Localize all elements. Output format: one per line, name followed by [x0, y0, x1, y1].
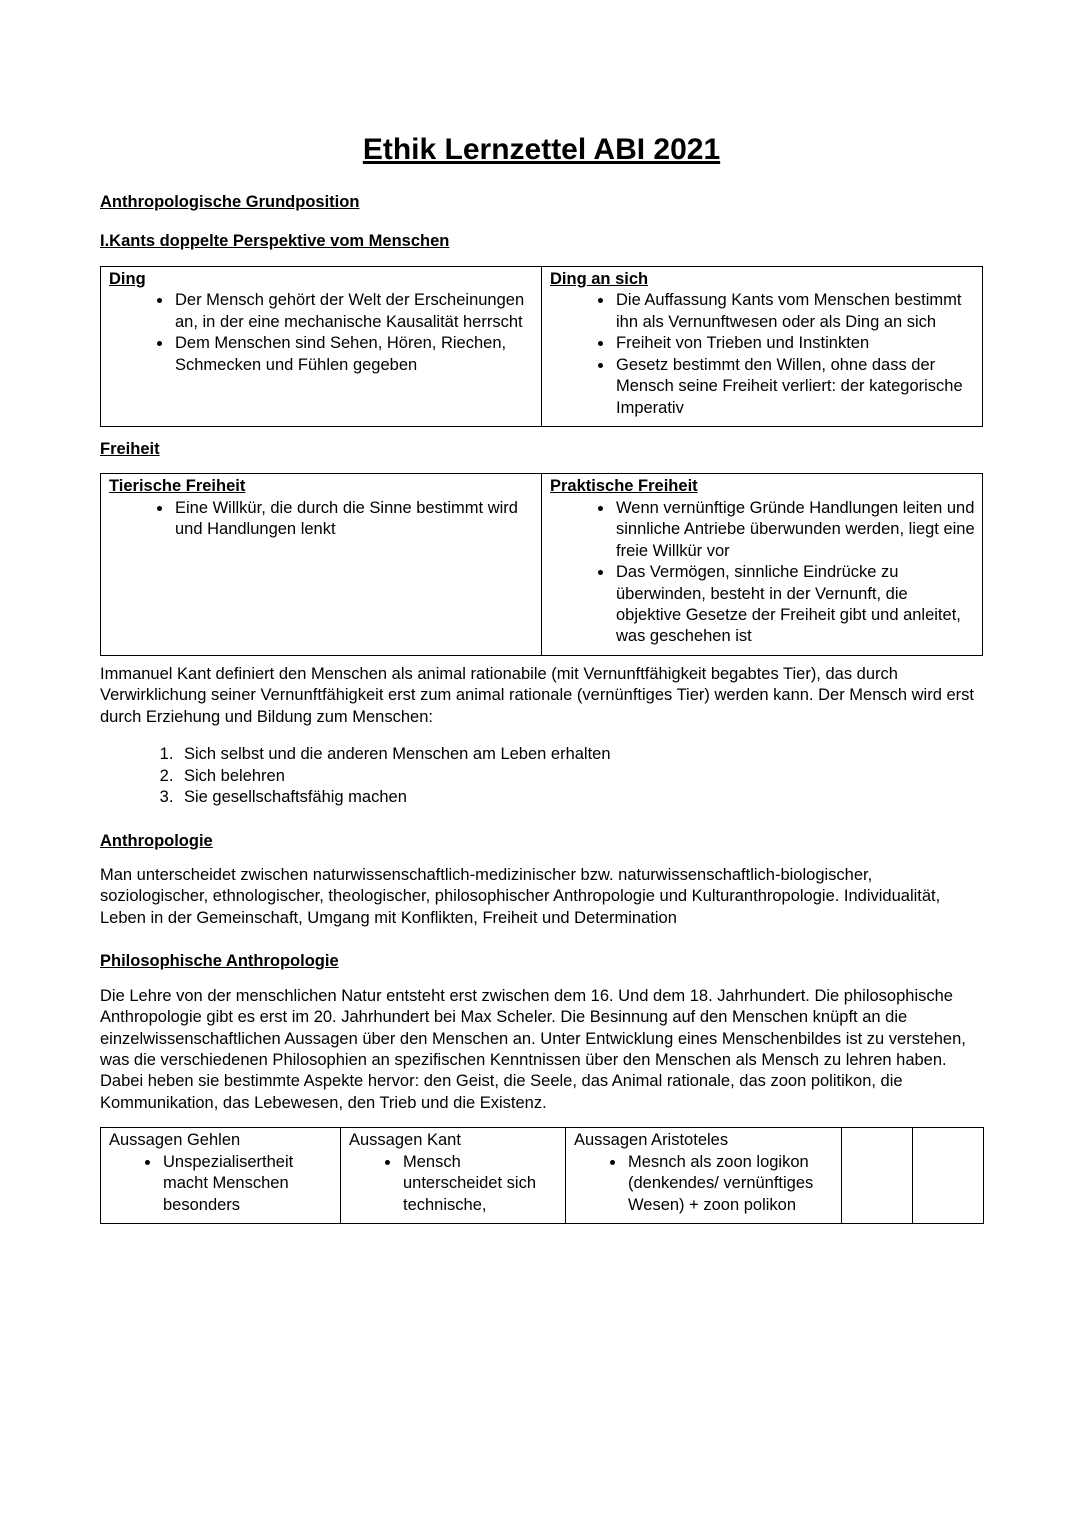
cell-aussagen-aristoteles [566, 1128, 842, 1224]
table-row [101, 474, 983, 656]
gehlen-bullet-list [109, 1152, 333, 1216]
paragraph-philosophische-anthropologie: Die Lehre von der menschlichen Natur entsteht erst zwischen dem 16. Und dem 18. Jahrhundert. Die philosophische Anthropologie gibt es erst im 20. Jahrhundert bei Max Scheler. Die Besinnung auf den Menschen knüpft an die einzelwissenschaftlichen Aussagen über den Menschen an. Unter Entwicklung eines Menschenbildes ist zu verstehen, was die verschiedenen Philosophien an spezifischen Kenntnissen über den Menschen als Mensch zu lehren haben. Dabei heben sie bestimmte Aspekte hervor: den Geist, die Seele, das Animal rationale, das zoon politikon, die Kommunikation, das Lebewesen, den Trieb und die Existenz. [100, 986, 966, 1112]
numbered-list-item: 3. Sie gesellschaftsfähig machen [178, 787, 983, 808]
numbered-list-item: 1. Sich selbst und die anderen Menschen am Leben erhalten [178, 744, 983, 765]
list-item: • Unspezialisertheit macht Menschen besonders [161, 1152, 333, 1216]
list-item: • Eine Willkür, die durch die Sinne bestimmt wird und Handlungen lenkt [173, 498, 534, 541]
cell-header-ding: Ding [109, 269, 146, 288]
list-item: • Mensch unterscheidet sich technische, [401, 1152, 558, 1216]
list-item: • Freiheit von Trieben und Instinkten [614, 333, 975, 354]
heading-philosophische-anthropologie: Philosophische Anthropologie [100, 952, 339, 971]
ding-an-sich-bullet-list [550, 290, 975, 419]
paragraph-kant-definition: Immanuel Kant definiert den Menschen als animal rationabile (mit Vernunftfähigkeit begabtes Tier), das durch Verwirklichung seiner Vernunftfähigkeit erst zum animal rationale (vernünftiges Tier) werden kann. Der Mensch wird erst durch Erziehung und Bildung zum Menschen: [100, 664, 974, 726]
table-kants-perspektive [100, 266, 983, 427]
list-item: • Das Vermögen, sinnliche Eindrücke zu überwinden, besteht in der Vernunft, die objektive Gesetze der Freiheit gibt und anleitet, was geschehen ist [614, 562, 975, 648]
cell-ding [101, 266, 542, 426]
praktische-freiheit-bullet-list [550, 498, 975, 648]
list-item: • Mesnch als zoon logikon (denkendes/ vernünftiges Wesen) + zoon polikon [626, 1152, 834, 1216]
aristoteles-bullet-list [574, 1152, 834, 1216]
list-item: • Gesetz bestimmt den Willen, ohne dass der Mensch seine Freiheit verliert: der kategorische Imperativ [614, 355, 975, 419]
list-item: • Die Auffassung Kants vom Menschen bestimmt ihn als Vernunftwesen oder als Ding an sich [614, 290, 975, 333]
cell-empty-2 [913, 1128, 984, 1224]
paragraph-anthropologie: Man unterscheidet zwischen naturwissenschaftlich-medizinischer bzw. naturwissenschaftlich-biologischer, soziologischer, ethnologischer, theologischer, philosophischer Anthropologie und Kulturanthropologie. Individualität, Leben in der Gemeinschaft, Umgang mit Konflikten, Freiheit und Determination [100, 865, 941, 927]
tierische-freiheit-bullet-list [109, 498, 534, 541]
cell-header-aussagen-aristoteles: Aussagen Aristoteles [574, 1131, 729, 1150]
cell-empty-1 [842, 1128, 913, 1224]
table-row [101, 266, 983, 426]
numbered-list-item: 2. Sich belehren [178, 766, 983, 787]
cell-ding-an-sich [542, 266, 983, 426]
list-item: • Wenn vernünftige Gründe Handlungen leiten und sinnliche Antriebe überwunden werden, liegt eine freie Willkür vor [614, 498, 975, 562]
cell-aussagen-gehlen [101, 1128, 341, 1224]
ding-bullet-list [109, 290, 534, 376]
heading-anthropologie: Anthropologie [100, 831, 213, 850]
cell-praktische-freiheit [542, 474, 983, 656]
cell-header-praktische-freiheit: Praktische Freiheit [550, 477, 698, 496]
cell-header-aussagen-gehlen: Aussagen Gehlen [109, 1131, 241, 1150]
table-aussagen [100, 1127, 984, 1224]
numbered-list [100, 744, 983, 808]
page-title: Ethik Lernzettel ABI 2021 [362, 133, 721, 166]
table-row [101, 1128, 984, 1224]
cell-tierische-freiheit [101, 474, 542, 656]
heading-freiheit: Freiheit [100, 439, 160, 458]
heading-anthropologische-grundposition: Anthropologische Grundposition [100, 193, 360, 211]
kant-bullet-list [349, 1152, 558, 1216]
cell-header-tierische-freiheit: Tierische Freiheit [109, 477, 246, 496]
cell-aussagen-kant [341, 1128, 566, 1224]
heading-kants-doppelte-perspektive: I.Kants doppelte Perspektive vom Menschen [100, 232, 450, 251]
table-freiheit [100, 473, 983, 656]
list-item: • Dem Menschen sind Sehen, Hören, Riechen, Schmecken und Fühlen gegeben [173, 333, 534, 376]
list-item: • Der Mensch gehört der Welt der Erscheinungen an, in der eine mechanische Kausalität herrscht [173, 290, 534, 333]
cell-header-ding-an-sich: Ding an sich [550, 269, 649, 288]
cell-header-aussagen-kant: Aussagen Kant [349, 1131, 461, 1150]
